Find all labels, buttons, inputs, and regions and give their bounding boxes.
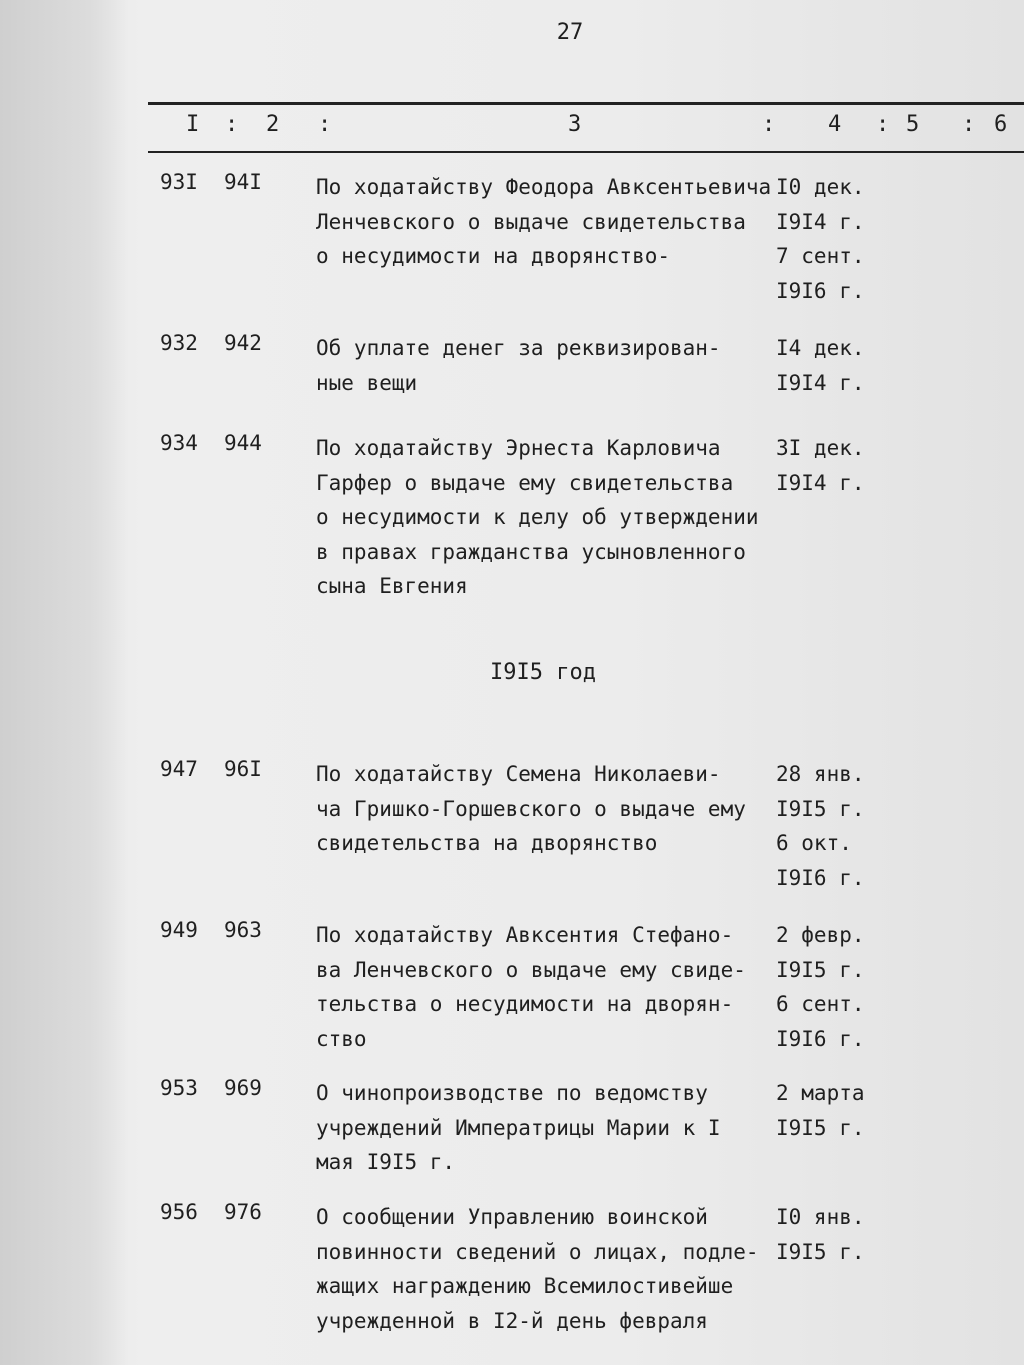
column-header-5: 5	[906, 112, 920, 137]
header-rule-top	[148, 102, 1024, 105]
entry-description: По ходатайству Феодора Авксентьевича Ленчевского о выдаче свидетельства о несудимости на дворянство-	[316, 175, 772, 268]
entry-number-old: 976	[224, 1200, 262, 1224]
column-separator: :	[225, 112, 239, 137]
column-separator: :	[318, 112, 332, 137]
column-separator: :	[762, 112, 776, 137]
entry-description: По ходатайству Эрнеста Карловича Гарфер о выдаче ему свидетельства о несудимости к делу об утверждении в правах гражданства усыновленного сына Евгения	[316, 436, 759, 598]
column-header-6: 6	[994, 112, 1008, 137]
column-header-2: 2	[266, 112, 280, 137]
page-number: 27	[556, 20, 584, 45]
entry-number-old: 942	[224, 331, 262, 355]
entry-number-old: 94I	[224, 170, 262, 194]
header-rule-bottom	[148, 151, 1024, 153]
entry-number-old: 963	[224, 918, 262, 942]
entry-number-old: 944	[224, 431, 262, 455]
entry-dates: 28 янв. I9I5 г. 6 окт. I9I6 г.	[776, 762, 865, 890]
entry-description: По ходатайству Авксентия Стефано- ва Ленчевского о выдаче ему свиде- тельства о несудимости на дворян- ство	[316, 923, 746, 1051]
column-separator: :	[876, 112, 890, 137]
entry-number: 953	[160, 1076, 198, 1100]
entry-number-old: 969	[224, 1076, 262, 1100]
entry-description: О чинопроизводстве по ведомству учреждений Императрицы Марии к I мая I9I5 г.	[316, 1081, 721, 1174]
entry-description: О сообщении Управлению воинской повинности сведений о лицах, подле- жащих награждению Всемилостивейше учрежденной в I2-й день февраля	[316, 1205, 759, 1333]
column-header-1: I	[186, 112, 200, 137]
entry-number: 93I	[160, 170, 198, 194]
column-separator: :	[962, 112, 976, 137]
entry-number: 932	[160, 331, 198, 355]
entry-number: 956	[160, 1200, 198, 1224]
column-header-4: 4	[828, 112, 842, 137]
entry-number: 947	[160, 757, 198, 781]
entry-description: Об уплате денег за реквизирован- ные вещи	[316, 336, 721, 395]
entry-dates: 2 марта I9I5 г.	[776, 1081, 865, 1140]
entry-description: По ходатайству Семена Николаеви- ча Гришко-Горшевского о выдаче ему свидетельства на дворянство	[316, 762, 746, 855]
entry-number: 934	[160, 431, 198, 455]
entry-number: 949	[160, 918, 198, 942]
entry-dates: 2 февр. I9I5 г. 6 сент. I9I6 г.	[776, 923, 865, 1051]
column-header-3: 3	[568, 112, 582, 137]
entry-number-old: 96I	[224, 757, 262, 781]
entry-dates: I0 дек. I9I4 г. 7 сент. I9I6 г.	[776, 175, 865, 303]
page-fold-shadow	[0, 0, 128, 1365]
entry-dates: 3I дек. I9I4 г.	[776, 436, 865, 495]
year-heading: I9I5 год	[490, 660, 596, 685]
entry-dates: I0 янв. I9I5 г.	[776, 1205, 865, 1264]
entry-dates: I4 дек. I9I4 г.	[776, 336, 865, 395]
